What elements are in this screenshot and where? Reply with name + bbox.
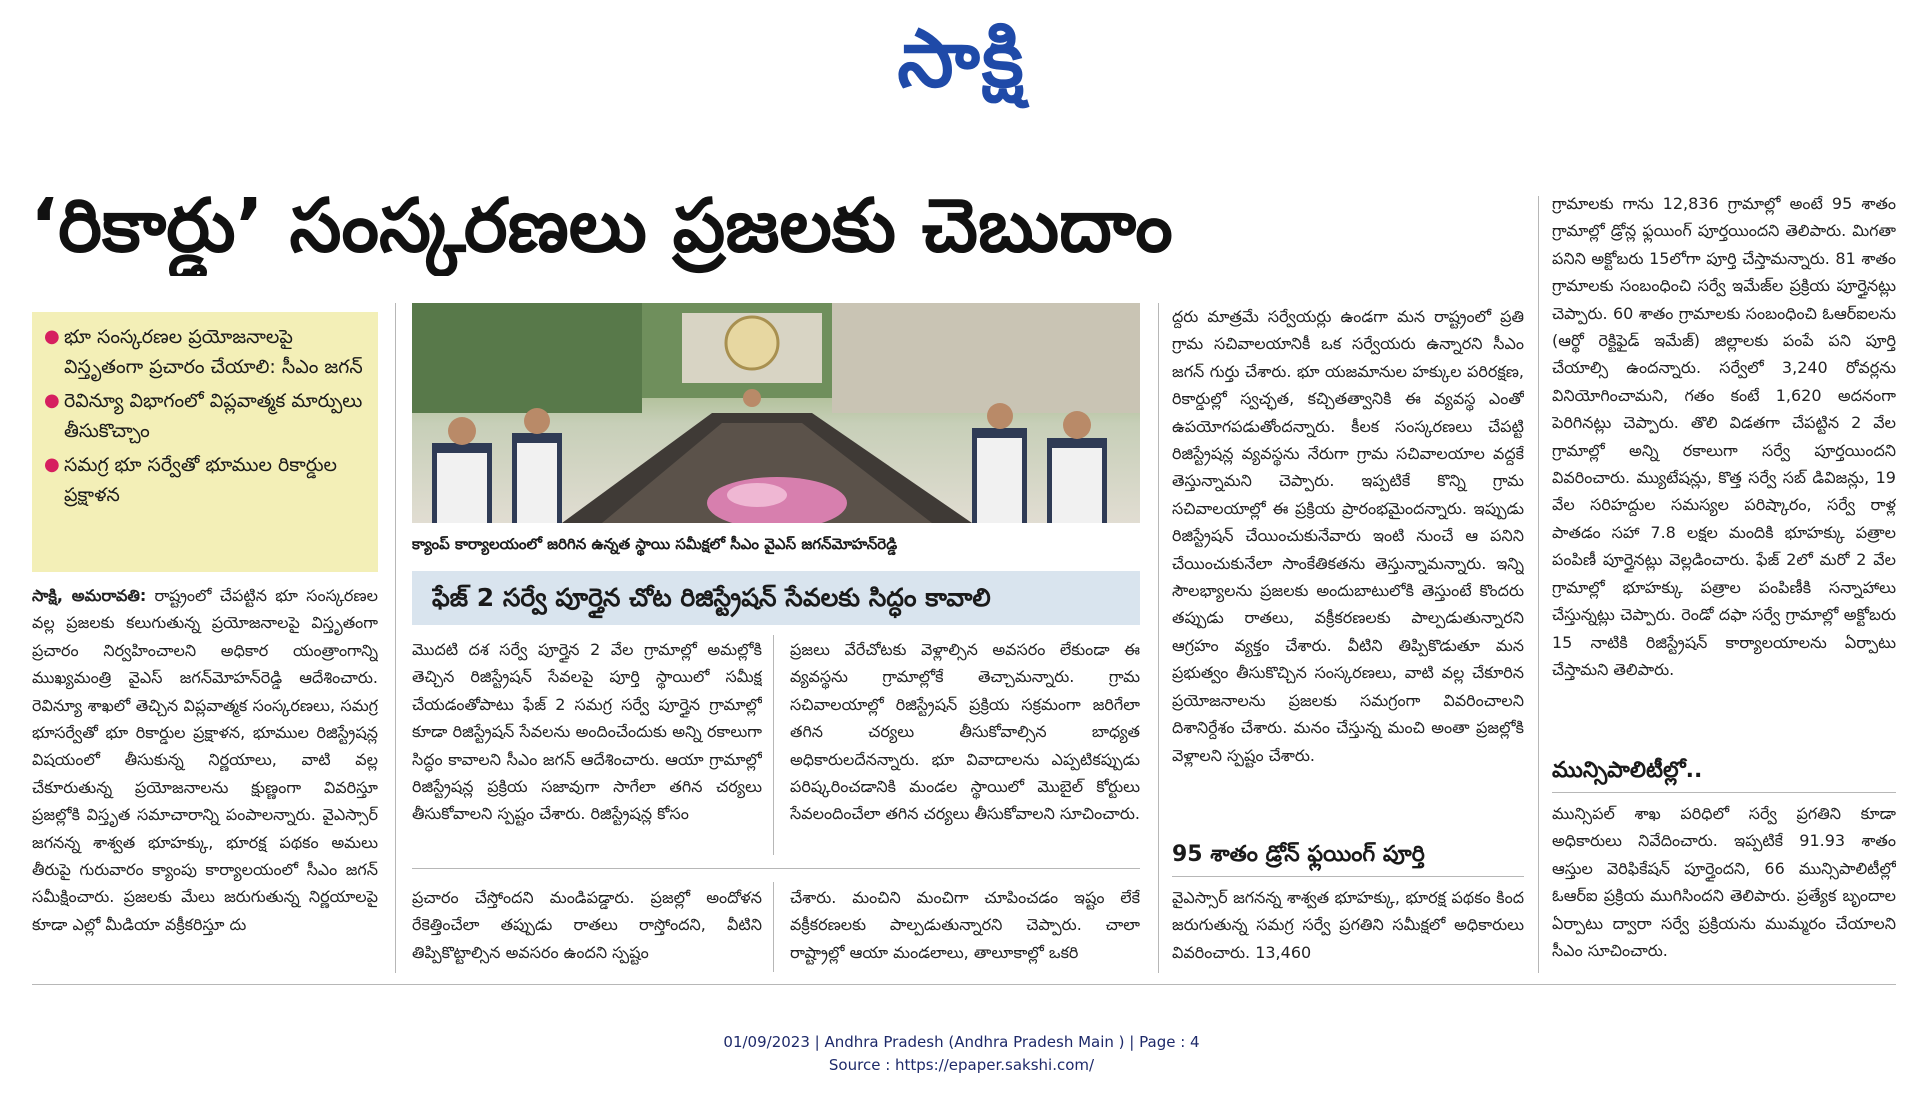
highlight-item (44, 386, 368, 446)
article-column-3-bottom (790, 884, 1140, 974)
subhead: ఫేజ్ 2 సర్వే పూర్తైన చోట రిజిస్ట్రేషన్ సేవలకు సిద్ధం కావాలి (432, 583, 991, 612)
column-1-text: రాష్ట్రంలో చేపట్టిన భూ సంస్కరణల వల్ల ప్రజలకు కలుగుతున్న ప్రయోజనాలపై విస్తృతంగా ప్రచారం నిర్వహించాలని అధికార యంత్రాంగాన్ని ముఖ్యమంత్రి వైఎస్ జగన్‌మోహన్‌రెడ్డి ఆదేశించారు. రెవిన్యూ శాఖలో తెచ్చిన విప్లవాత్మక సంస్కరణలు, సమగ్ర భూసర్వేతో భూ రికార్డుల ప్రక్షాళన, భూముల రిజిస్ట్రేషన్ల విషయంలో తీసుకున్న నిర్ణయాలు, వాటి వల్ల చేకూరుతున్న ప్రయోజనాలను క్షుణ్ణంగా వివరిస్తూ ప్రజల్లోకి విస్తృత సమాచారాన్ని పంపాలన్నారు. వైఎస్సార్ జగనన్న శాశ్వత భూహక్కు, భూరక్ష పథకం అమలు తీరుపై గురువారం క్యాంపు కార్యాలయంలో సీఎం జగన్ సమీక్షించారు. ప్రజలకు మేలు జరుగుతున్న నిర్ణయాలపై కూడా ఎల్లో మీడియా వక్రీకరిస్తూ దు (32, 586, 378, 934)
horizontal-rule (1552, 792, 1896, 793)
section-heading-municipalities: మున్సిపాలిటీల్లో.. (1552, 758, 1703, 783)
article-column-5-bottom (1552, 800, 1896, 972)
column-5-top-text: గ్రామాలకు గాను 12,836 గ్రామాల్లో అంటే 95 శాతం గ్రామాల్లో డ్రోన్ల ఫ్లయింగ్ పూర్తయిందని తెలిపారు. మిగతా పనిని అక్టోబరు 15లోగా పూర్తి చేస్తామన్నారు. 81 శాతం గ్రామాలకు సంబంధించి సర్వే ఇమేజ్‌ల ప్రక్రియ పూర్తైనట్లు చెప్పారు. 60 శాతం గ్రామాలకు సంబంధించి ఓఆర్ఐలను (ఆర్థో రెక్టిఫైడ్ ఇమేజ్) జిల్లాలకు పంపే పని పూర్తి చేయాల్సి ఉందన్నారు. సర్వేలో 3,240 రోవర్లను వినియోగించామని, గతం కంటే 1,620 అదనంగా పెరిగినట్లు చెప్పారు. తొలి విడతగా చేపట్టిన 2 వేల గ్రామాల్లో అన్ని రకాలుగా సర్వే పూర్తయిందని వివరించారు. మ్యుటేషన్లు, కొత్త సర్వే సబ్ డివిజన్లు, 19 వేల సరిహద్దుల సమస్యల పరిష్కారం, సర్వే రాళ్ల పాతడం సహా 7.8 లక్షల మందికి భూహక్కు పత్రాల పంపిణీ పూర్తైనట్లు వెల్లడించారు. ఫేజ్ 2లో మరో 2 వేల గ్రామాల్లో భూహక్కు పత్రాల పంపిణీకి సన్నాహాలు చేస్తున్నట్లు చెప్పారు. రెండో దఫా సర్వే గ్రామాల్లో అక్టోబరు 15 నాటికి రిజిస్ట్రేషన్ కార్యాలయాలను ఏర్పాటు చేస్తామని తెలిపారు. (1552, 194, 1896, 679)
article-column-2-top (412, 636, 762, 856)
footer-edition-info: 01/09/2023 | Andhra Pradesh (Andhra Pradesh Main ) | Page : 4 (723, 1033, 1200, 1051)
article-column-2-bottom (412, 884, 762, 974)
meeting-photo (412, 303, 1140, 523)
headline: ‘రికార్డు’ సంస్కరణలు ప్రజలకు చెబుదాం (30, 183, 1173, 269)
highlight-text: సమగ్ర భూ సర్వేతో భూముల రికార్డుల ప్రక్షాళన (64, 454, 338, 506)
column-4-top-text: ద్దరు మాత్రమే సర్వేయర్లు ఉండగా మన రాష్ట్రంలో ప్రతి గ్రామ సచివాలయానికీ ఒక సర్వేయరు ఉన్నారని సీఎం జగన్ గుర్తు చేశారు. భూ యజమానుల హక్కుల పరిరక్షణ, రికార్డుల్లో స్వచ్ఛత, కచ్చితత్వానికి ఈ వ్యవస్థ ఎంతో ఉపయోగపడుతోందన్నారు. కీలక సంస్కరణలు చేపట్టి రిజిస్ట్రేషన్ల వ్యవస్థను నేరుగా గ్రామ సచివాలయాల వద్దకే తెస్తున్నామని చెప్పారు. ఇప్పటికే కొన్ని గ్రామ సచివాలయాల్లో ఈ ప్రక్రియ ప్రారంభమైందన్నారు. ఇప్పుడు రిజిస్ట్రేషన్ చేయించుకునేవారు ఇంటి నుంచే ఆ పనిని చేయించుకునేలా సాంకేతికతను తెస్తున్నామన్నారు. ఇన్ని సౌలభ్యాలను ప్రజలకు అందుబాటులోకి తెస్తుంటే కొందరు తప్పుడు రాతలు, వక్రీకరణలకు పాల్పడుతున్నారని ఆగ్రహం వ్యక్తం చేశారు. వీటిని తిప్పికొడుతూ మన ప్రభుత్వం తీసుకొచ్చిన సంస్కరణలు, వాటి వల్ల చేకూరిన ప్రయోజనాలను ప్రజలకు సమగ్రంగా వివరించాలని దిశానిర్దేశం చేశారు. మనం చేస్తున్న మంచి అంతా ప్రజల్లోకి వెళ్లాలని స్పష్టం చేశారు. (1172, 307, 1524, 765)
page-bottom-rule (32, 984, 1896, 985)
footer-source: Source : https://epaper.sakshi.com/ (828, 1056, 1095, 1074)
column-divider (395, 303, 396, 973)
section-heading-drone: 95 శాతం డ్రోన్ ఫ్లయింగ్ పూర్తి (1172, 842, 1425, 867)
column-4-bottom-text: వైఎస్సార్ జగనన్న శాశ్వత భూహక్కు, భూరక్ష పథకం కింద జరుగుతున్న సమగ్ర సర్వే ప్రగతిని సమీక్షలో అధికారులు వివరించారు. 13,460 (1172, 888, 1524, 962)
column-divider (773, 635, 774, 855)
column-3-bottom-text: చేశారు. మంచిని మంచిగా చూపించడం ఇష్టం లేకే వక్రీకరణలకు పాల్పడుతున్నారని చెప్పారు. చాలా రాష్ట్రాల్లో ఆయా మండలాలు, తాలూకాల్లో ఒకరి (790, 888, 1140, 962)
photo-caption: క్యాంప్ కార్యాలయంలో జరిగిన ఉన్నత స్థాయి సమీక్షలో సీఎం వైఎస్ జగన్‌మోహన్‌రెడ్డి (412, 535, 898, 553)
highlight-text: రెవిన్యూ విభాగంలో విప్లవాత్మక మార్పులు తీసుకొచ్చాం (64, 390, 363, 442)
article-column-3-top (790, 636, 1140, 856)
column-divider (773, 882, 774, 972)
column-2-bottom-text: ప్రచారం చేస్తోందని మండిపడ్డారు. ప్రజల్లో అందోళన రేకెత్తించేలా తప్పుడు రాతలు రాస్తోందని, వీటిని తిప్పికొట్టాల్సిన అవసరం ఉందని స్పష్టం (412, 888, 762, 962)
bullet-icon: ● (44, 326, 60, 347)
horizontal-rule (1172, 876, 1524, 877)
column-2-top-text: మొదటి దశ సర్వే పూర్తైన 2 వేల గ్రామాల్లో అమల్లోకి తెచ్చిన రిజిస్ట్రేషన్ సేవలపై పూర్తి స్థాయిలో సమీక్ష చేయడంతోపాటు ఫేజ్ 2 సమగ్ర సర్వే పూర్తైన గ్రామాల్లో కూడా రిజిస్ట్రేషన్ సేవలను అందించేందుకు అన్ని రకాలుగా సిద్ధం కావాలని సీఎం జగన్ ఆదేశించారు. ఆయా గ్రామాల్లో రిజిస్ట్రేషన్ల ప్రక్రియ సజావుగా సాగేలా తగిన చర్యలు తీసుకోవాలని స్పష్టం చేశారు. రిజిస్ట్రేషన్ల కోసం (412, 640, 762, 824)
horizontal-rule (412, 868, 1140, 869)
masthead-logo: సాక్షి (897, 11, 1026, 105)
meeting-photo-illustration (412, 303, 1140, 523)
highlight-item (44, 322, 368, 382)
highlight-text: భూ సంస్కరణల ప్రయోజనాలపై విస్తృతంగా ప్రచారం చేయాలి: సీఎం జగన్ (64, 326, 363, 378)
highlight-item (44, 450, 368, 510)
highlights-box (32, 312, 378, 572)
article-column-4-bottom (1172, 884, 1524, 974)
column-5-bottom-text: మున్సిపల్ శాఖ పరిధిలో సర్వే ప్రగతిని కూడా అధికారులు నివేదించారు. ఇప్పటికే 91.93 శాతం ఆస్తుల వెరిఫికేషన్ పూర్తైందని, 66 మున్సిపాలిటీల్లో ఓఆర్ఐ ప్రక్రియ ముగిసిందని తెలిపారు. ప్రత్యేక బృందాల ఏర్పాటు ద్వారా సర్వే ప్రక్రియను ముమ్మరం చేయాలని సీఎం సూచించారు. (1552, 804, 1896, 961)
column-divider (1158, 303, 1159, 973)
article-column-5-top (1552, 190, 1896, 746)
dateline: సాక్షి, అమరావతి: (32, 586, 147, 605)
bullet-icon: ● (44, 390, 60, 411)
article-column-1 (32, 582, 378, 972)
column-3-top-text: ప్రజలు వేరేచోటకు వెళ్లాల్సిన అవసరం లేకుండా ఈ వ్యవస్థను గ్రామాల్లోకే తెచ్చామన్నారు. గ్రామ సచివాలయాల్లో రిజిస్ట్రేషన్ ప్రక్రియ సక్రమంగా జరిగేలా తగిన చర్యలు తీసుకోవాల్సిన బాధ్యత అధికారులదేనన్నారు. భూ వివాదాలను ఎప్పటికప్పుడు పరిష్కరించడానికి మండల స్థాయిలో మొబైల్ కోర్టులు సేవలందించేలా తగిన చర్యలు తీసుకోవాలని సూచించారు. (790, 640, 1140, 824)
column-divider (1538, 196, 1539, 973)
bullet-icon: ● (44, 454, 60, 475)
article-column-4-top (1172, 303, 1524, 830)
